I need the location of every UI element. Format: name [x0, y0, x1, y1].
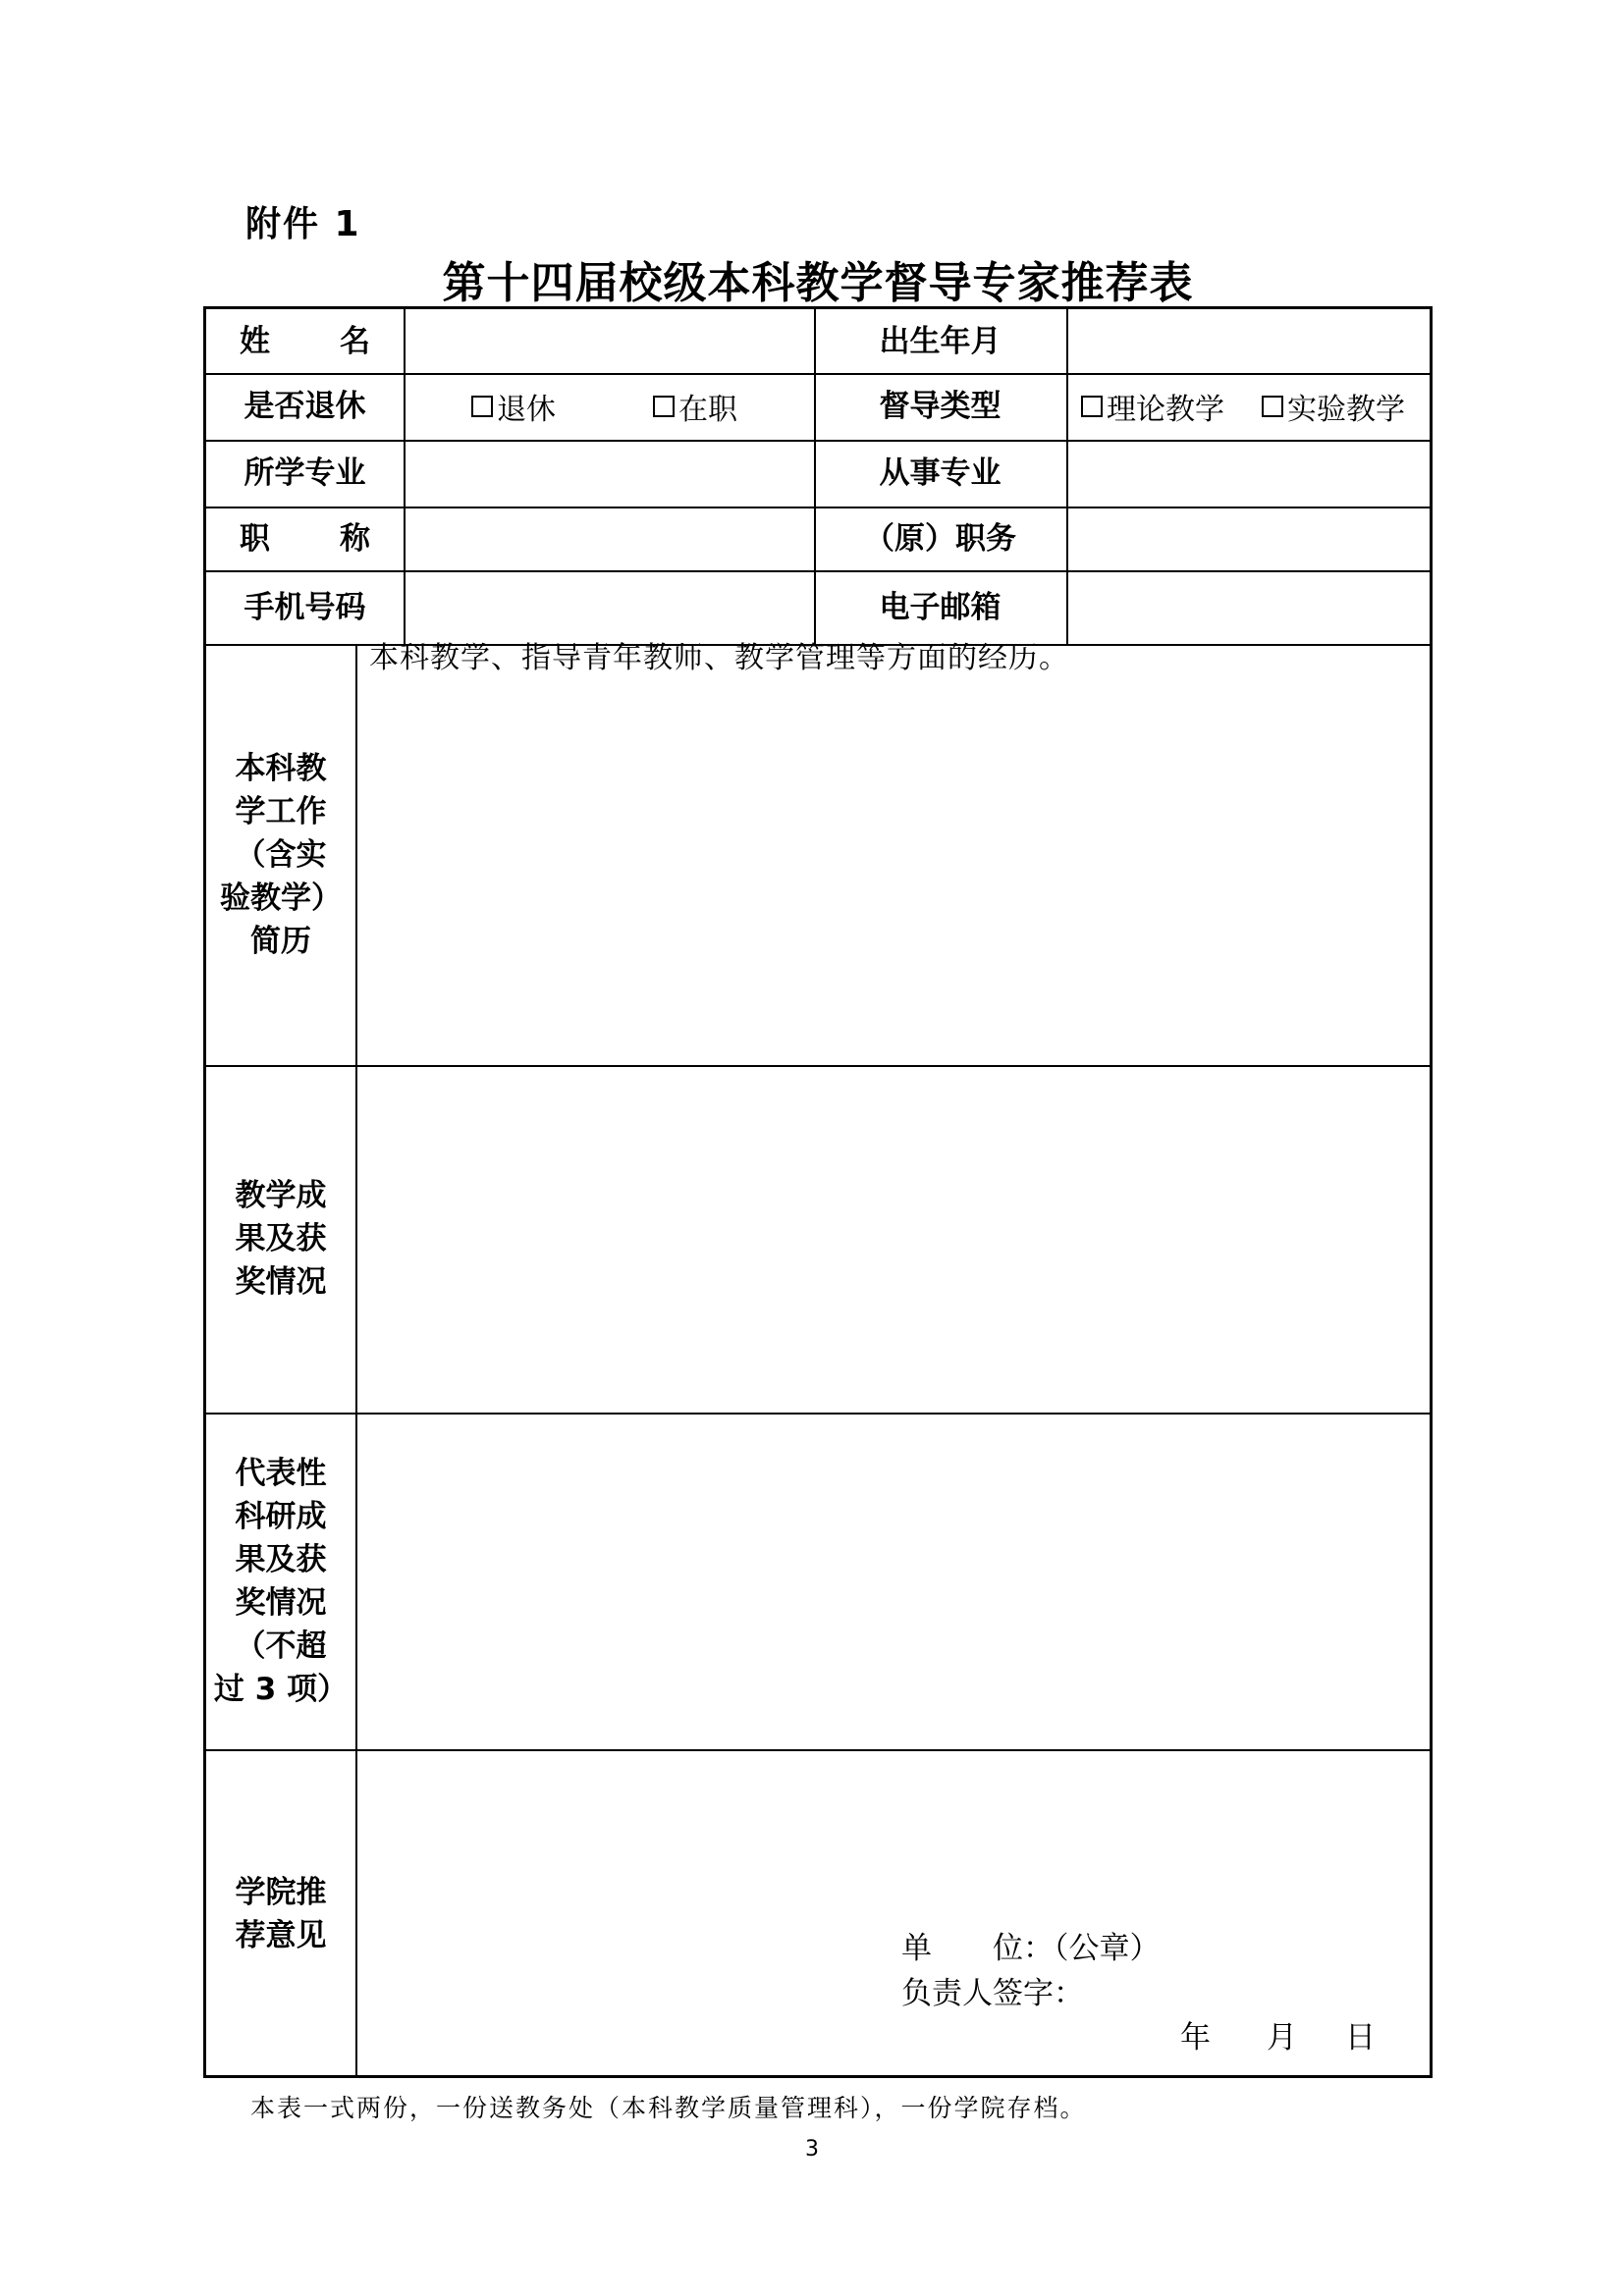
resume-hint: 本科教学、指导青年教师、教学管理等方面的经历。 [369, 641, 1069, 675]
grid-line [1066, 309, 1068, 644]
checkbox-lab[interactable] [1262, 373, 1405, 440]
label-email: 电子邮箱 [879, 589, 1001, 625]
label-phone: 手机号码 [244, 589, 366, 625]
label-birth-date: 出生年月 [879, 323, 1001, 359]
label-teaching-resume: 本科教 学工作 （含实 验教学） 简历 [220, 750, 342, 959]
label-research-results: 代表性 科研成 果及获 奖情况 （不超 过 3 项） [213, 1455, 349, 1707]
form-title: 第十四届校级本科教学督导专家推荐表 [442, 258, 1194, 308]
signer-label: 负责人签字： [901, 1976, 1084, 2011]
attachment-label: 附件 1 [245, 204, 361, 244]
checkbox-theory[interactable] [1081, 373, 1224, 440]
option-label: 退休 [497, 393, 556, 427]
option-label: 实验教学 [1287, 393, 1405, 427]
date-day-label: 日 [1345, 2020, 1376, 2056]
checkbox-icon [653, 396, 675, 417]
grid-line [404, 309, 406, 644]
grid-line [355, 644, 357, 2078]
grid-line [206, 1413, 1430, 1415]
checkbox-active[interactable] [653, 373, 737, 440]
label-title-part: 职 [240, 520, 270, 557]
label-name [206, 309, 404, 373]
checkbox-icon [1262, 396, 1283, 417]
label-work-field: 从事专业 [879, 455, 1001, 491]
checkbox-icon [471, 396, 493, 417]
unit-seal-label: 单 位：（公章） [901, 1931, 1161, 1966]
option-label: 理论教学 [1107, 393, 1224, 427]
label-name-part: 姓 [240, 323, 270, 359]
checkbox-icon [1081, 396, 1103, 417]
label-retired: 是否退休 [244, 389, 366, 424]
checkbox-retired[interactable] [471, 373, 556, 440]
label-supervision-type: 督导类型 [879, 389, 1001, 424]
label-major: 所学专业 [244, 455, 366, 491]
label-college-opinion: 学院推 荐意见 [235, 1874, 327, 1953]
grid-line [206, 1749, 1430, 1751]
page-number: 3 [805, 2137, 819, 2162]
footnote: 本表一式两份，一份送教务处（本科教学质量管理科），一份学院存档。 [250, 2094, 1087, 2122]
label-title [206, 507, 404, 570]
date-month-label: 月 [1267, 2020, 1297, 2056]
date-year-label: 年 [1180, 2020, 1211, 2056]
option-label: 在职 [678, 393, 737, 427]
grid-line [206, 1065, 1430, 1067]
label-title-part: 称 [340, 520, 370, 557]
label-position: （原）职务 [864, 520, 1016, 557]
recommendation-form [203, 306, 1433, 2078]
label-teaching-awards: 教学成 果及获 奖情况 [235, 1178, 327, 1300]
label-name-part: 名 [340, 323, 370, 359]
